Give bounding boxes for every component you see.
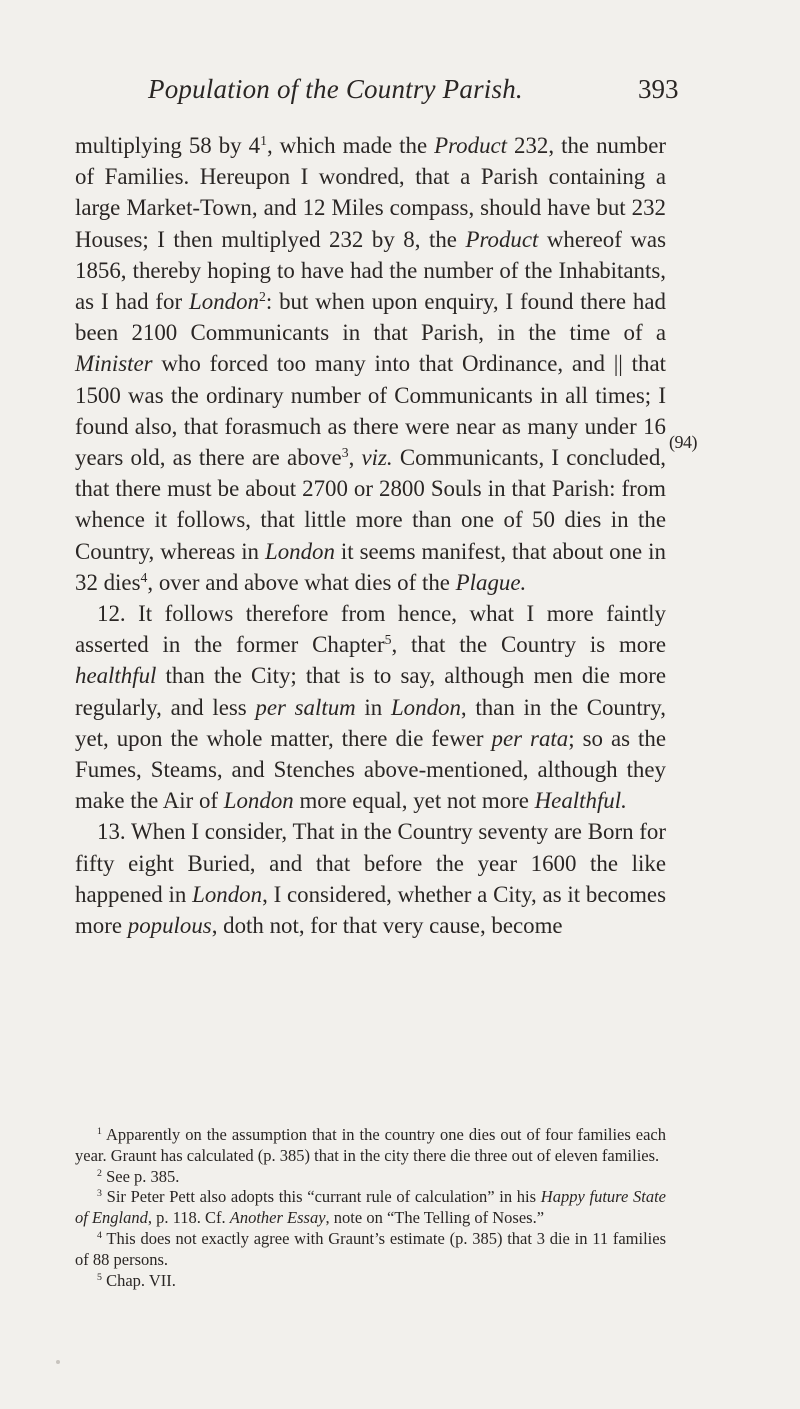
footnotes	[75, 1125, 666, 1291]
footnote: $^1$ Apparently on the assumption that in the country one dies out of four families each year. Graunt has calculated (p. 385) that in the city there die three out of eleven families.	[75, 1125, 666, 1165]
paragraph: 12. It follows therefore from hence, what I more faintly asserted in the former Chapter$^5$, that the Country is more healthful than the City; that is to say, although men die more regularly, and less per saltum in London, than in the Country, yet, upon the whole matter, there die fewer per rata; so as the Fumes, Steams, and Stenches above-mentioned, although they make the Air of London more equal, yet not more Healthful.	[75, 601, 667, 814]
footnote: $^3$ Sir Peter Pett also adopts this “currant rule of calculation” in his Happy future State of England, p. 118. Cf. Another Essay, note on “The Telling of Noses.”	[75, 1187, 666, 1228]
footnote-ref: 1	[260, 132, 267, 148]
paragraph: 13. When I consider, That in the Country seventy are Born for fifty eight Buried, and that before the year 1600 the like happened in London, I considered, whether a City, as it becomes more populous, doth not, for that very cause, become	[75, 819, 666, 939]
page-speck	[56, 1360, 60, 1364]
page-header	[0, 74, 800, 118]
footnote: $^4$ This does not exactly agree with Graunt’s estimate (p. 385) that 3 die in 11 families of 88 persons.	[75, 1228, 666, 1269]
running-title: Population of the Country Parish.	[148, 74, 523, 104]
margin-note: (94)	[669, 432, 697, 452]
main-text	[75, 130, 666, 941]
footnote: $^5$ Chap. VII.	[97, 1270, 176, 1290]
footnote-ref: 3	[341, 444, 349, 460]
paragraph: multiplying 58 by $4^1$, which made the Product 232, the number of Families. Hereupon I wondred, that a Parish containing a large Market-Town, and 12 Miles compass, should have but 232 Houses; I then multiplyed 232 by 8, the Product whereof was 1856, thereby hoping to have had the number of the Inhabitants, as I had for London$^2$: but when upon enquiry, I found there had been 2100 Communicants in that Parish, in the time of a Minister who forced too many into that Ordinance, and || that 1500 was the ordinary number of Communicants in all times; I found also, that forasmuch as there were near as many under 16 years old, as there are above$^3$, viz. Communicants, I concluded, that there must be about 2700 or 2800 Souls in that Parish: from whence it follows, that little more than one of 50 dies in the Country, whereas in London it seems manifest, that about one in 32 dies$^4$, over and above what dies of the Plague.	[75, 132, 666, 595]
footnote: $^2$ See p. 385.	[97, 1166, 180, 1186]
footnote-ref: 5	[384, 632, 392, 648]
page-number: 393	[638, 74, 679, 104]
footnote-ref: 4	[140, 569, 148, 585]
footnote-ref: 2	[258, 288, 266, 304]
